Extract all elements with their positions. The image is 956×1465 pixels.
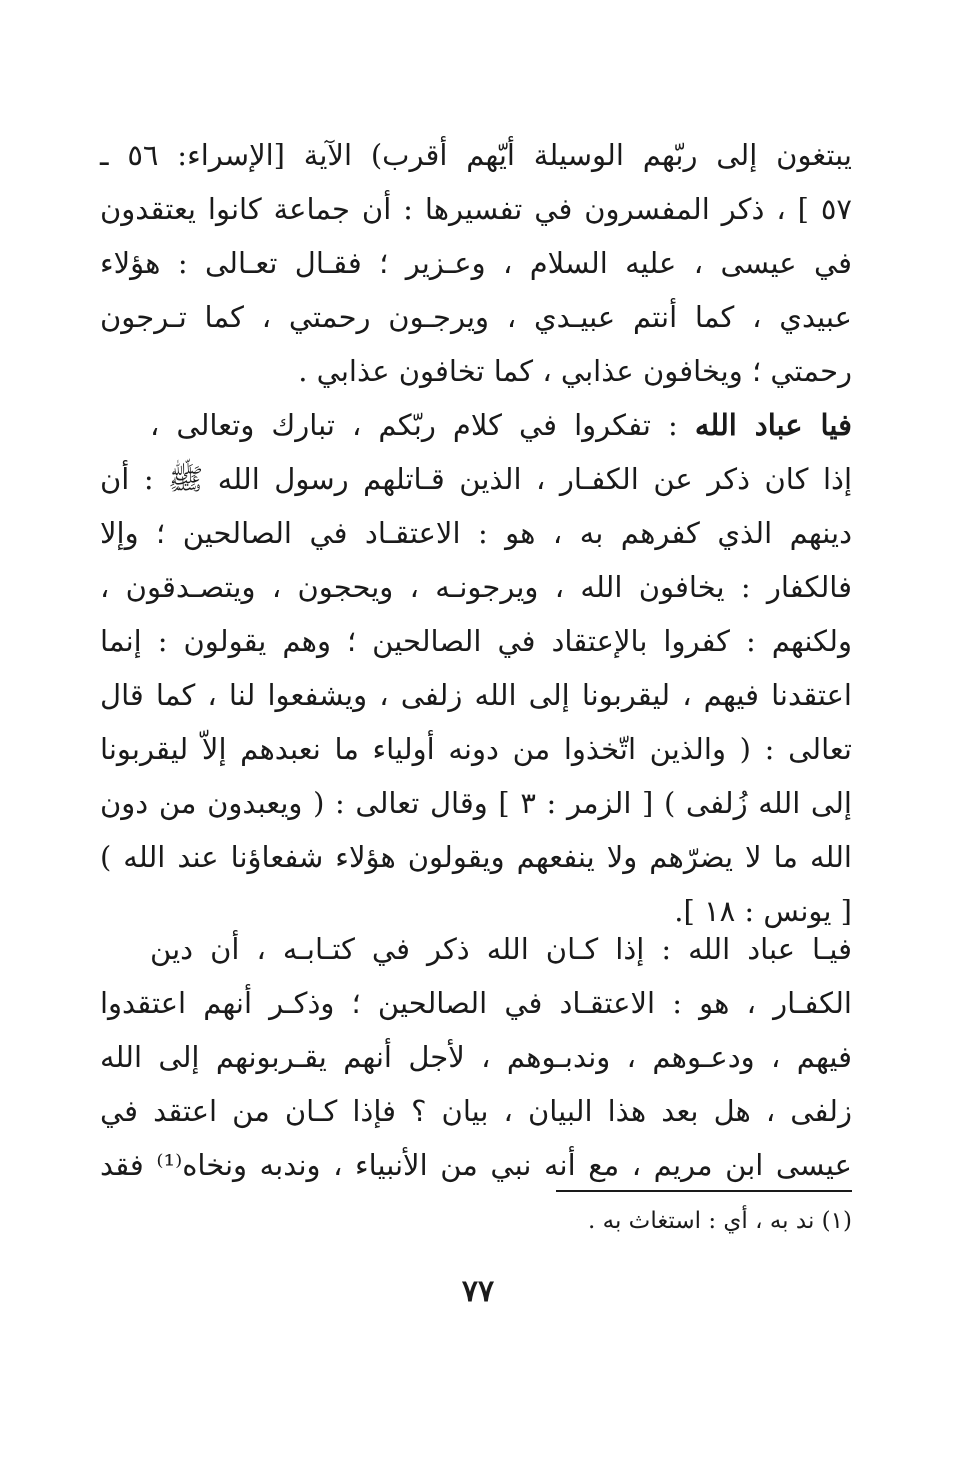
text-line: اعتقدنا فيهم ، ليقربونا إلى الله زلفى ، ويشفعوا لنا ، كما قال: [100, 678, 852, 712]
text-line: فيـا عباد الله : إذا كـان الله ذكر في كتـابـه ، أن دين: [150, 932, 852, 966]
footnote: (١) ند به ، أي : استغاث به .: [588, 1208, 852, 1234]
text-line: [150, 398, 852, 452]
text-line: الكفـار ، هو : الاعتقـاد في الصالحين ؛ وذكـر أنهم اعتقدوا: [100, 986, 852, 1020]
text-line: فالكفار : يخافون الله ، ويرجونـه ، ويحجون ، ويتصـدقون ،: [100, 570, 852, 604]
text-line: [ يونس : ١٨ ].: [674, 894, 852, 928]
text-span: : تفكروا في كلام ربّكم ، تبارك وتعالى ،: [150, 408, 695, 442]
text-line: فيهم ، ودعـوهم ، وندبـوهم ، لأجل أنهم يقـربونهم إلى الله: [100, 1040, 852, 1074]
text-line: يبتغون إلى ربّهم الوسيلة أيّهم أقرب) الآية [الإسراء: ٥٦ ـ: [100, 138, 852, 172]
text-line: عيسى ابن مريم ، مع أنه نبي من الأنبياء ، وندبه ونخاه⁽¹⁾ فقد: [100, 1148, 852, 1182]
text-line: زلفى ، هل بعد هذا البيان ، بيان ؟ فإذا كـان من اعتقد في: [100, 1094, 852, 1128]
text-line: دينهم الذي كفرهم به ، هو : الاعتقـاد في الصالحين ؛ وإلا: [100, 516, 852, 550]
text-line: ولكنهم : كفروا بالإعتقاد في الصالحين ؛ وهم يقولون : إنما: [100, 624, 852, 658]
text-line: إلى الله زُلفى ) [ الزمر : ٣ ] وقال تعالى : ( ويعبدون من دون: [100, 786, 852, 820]
text-line: إذا كان ذكر عن الكفـار ، الذين قـاتلهم رسول الله ﷺ : أن: [100, 462, 852, 496]
text-line: في عيسى ، عليه السلام ، وعـزير ؛ فقـال تعـالى : هؤلاء: [100, 246, 852, 280]
footnote-divider: [556, 1190, 852, 1192]
text-line: رحمتي ؛ ويخافون عذابي ، كما تخافون عذابي .: [298, 354, 852, 388]
text-line: تعالى : ( والذين اتّخذوا من دونه أولياء ما نعبدهم إلاّ ليقربونا: [100, 732, 852, 766]
text-line: ٥٧ ] ، ذكر المفسرون في تفسيرها : أن جماعة كانوا يعتقدون: [100, 192, 852, 226]
bold-lead: فيا عباد الله: [694, 408, 852, 442]
text-line: الله ما لا يضرّهم ولا ينفعهم ويقولون هؤلاء شفعاؤنا عند الله ): [100, 840, 852, 874]
text-line: عبيدي ، كما أنتم عبيـدي ، ويرجـون رحمتي ، كما تـرجون: [100, 300, 852, 334]
page-number: ٧٧: [461, 1274, 495, 1309]
